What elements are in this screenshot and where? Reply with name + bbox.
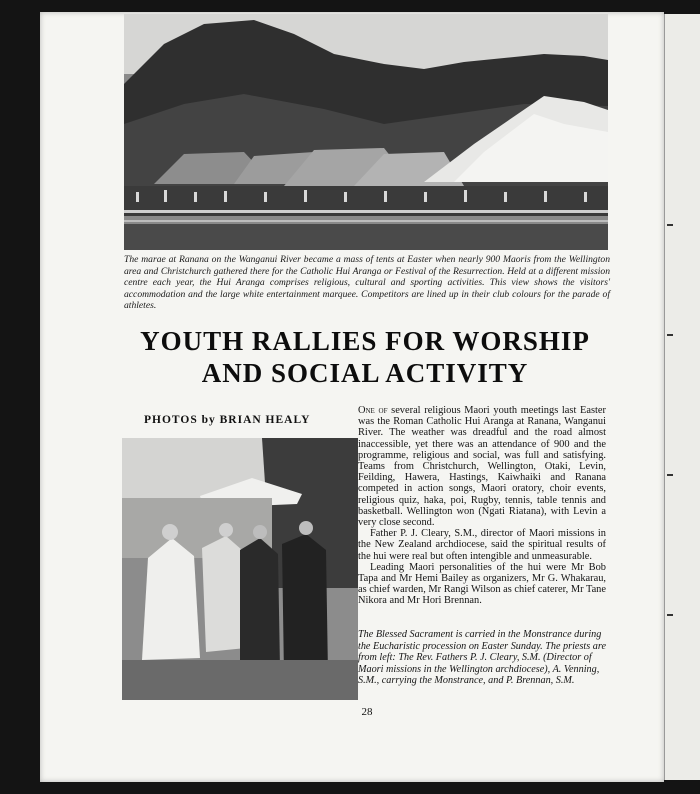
magazine-page: [40, 12, 664, 782]
headline-line-2: AND SOCIAL ACTIVITY: [201, 358, 529, 388]
margin-mark: [667, 224, 673, 226]
article-paragraph-1-text: several religious Maori youth meetings last Easter was the Roman Catholic Hui Aranga at Ranana, Wanganui River. The weather was dreadful and the road almost inaccessible, yet there was an attendance of 900 and the programme, religious and social, was full and satisfying. Teams from Christchurch, Wellington, Otaki, Levin, Feilding, Hawera, Hastings, Kaiwhaiki and Ranana competed in action songs, Maori oratory, choir events, religious quiz, haka, poi, Rugby, tennis, table tennis and basketball. Wellington won (Ngati Riatana), with Levin a very close second.: [358, 405, 606, 529]
marae-tents-photo: [124, 14, 608, 250]
article-lead-word: One of: [358, 405, 388, 416]
margin-mark: [667, 334, 673, 336]
page-number: 28: [361, 706, 373, 718]
procession-photo-image: [122, 438, 358, 700]
top-photo-caption: The marae at Ranana on the Wanganui River became a mass of tents at Easter when nearly 900 Maoris from the Wellington area and Christchurch gathered there for the Catholic Hui Aranga or Festival of the Resurrection. Held at a different mission centre each year, the Hui Aranga comprises religious, cultural and sporting activities. This view shows the visitors' accommodation and the large white entertainment marquee. Competitors are lined up in their club colours for the parade of athletes.: [124, 254, 610, 312]
marae-tents-photo-image: [124, 14, 608, 250]
article-paragraph-2: Father P. J. Cleary, S.M., director of Maori missions in the New Zealand archdiocese, said the spiritual results of the hui were real but often intengible and unmeasurable.: [358, 528, 606, 562]
headline: [110, 325, 620, 389]
article-paragraph-3: Leading Maori personalities of the hui were Mr Bob Tapa and Mr Hemi Bailey as organizers, Mr G. Whakarau, as chief warden, Mr Rangi Wilson as chief caterer, Mr Tane Nikora and Mr Hori Brennan.: [358, 561, 606, 607]
photo-credit: PHOTOS by BRIAN HEALY: [144, 414, 311, 426]
headline-line-1: YOUTH RALLIES FOR WORSHIP: [140, 326, 590, 356]
article-paragraph-1: [358, 405, 606, 528]
procession-photo-caption: The Blessed Sacrament is carried in the Monstrance during the Eucharistic procession on Easter Sunday. The priests are from left: The Rev. Fathers P. J. Cleary, S.M. (Director of Maori missions in the Wellington archdiocese), A. Venning, S.M., carrying the Monstrance, and P. Brennan, S.M.: [358, 629, 606, 687]
margin-mark: [667, 474, 673, 476]
margin-mark: [667, 614, 673, 616]
adjacent-page-edge: [664, 14, 700, 780]
procession-photo: [122, 438, 358, 700]
article-body: [358, 405, 606, 607]
